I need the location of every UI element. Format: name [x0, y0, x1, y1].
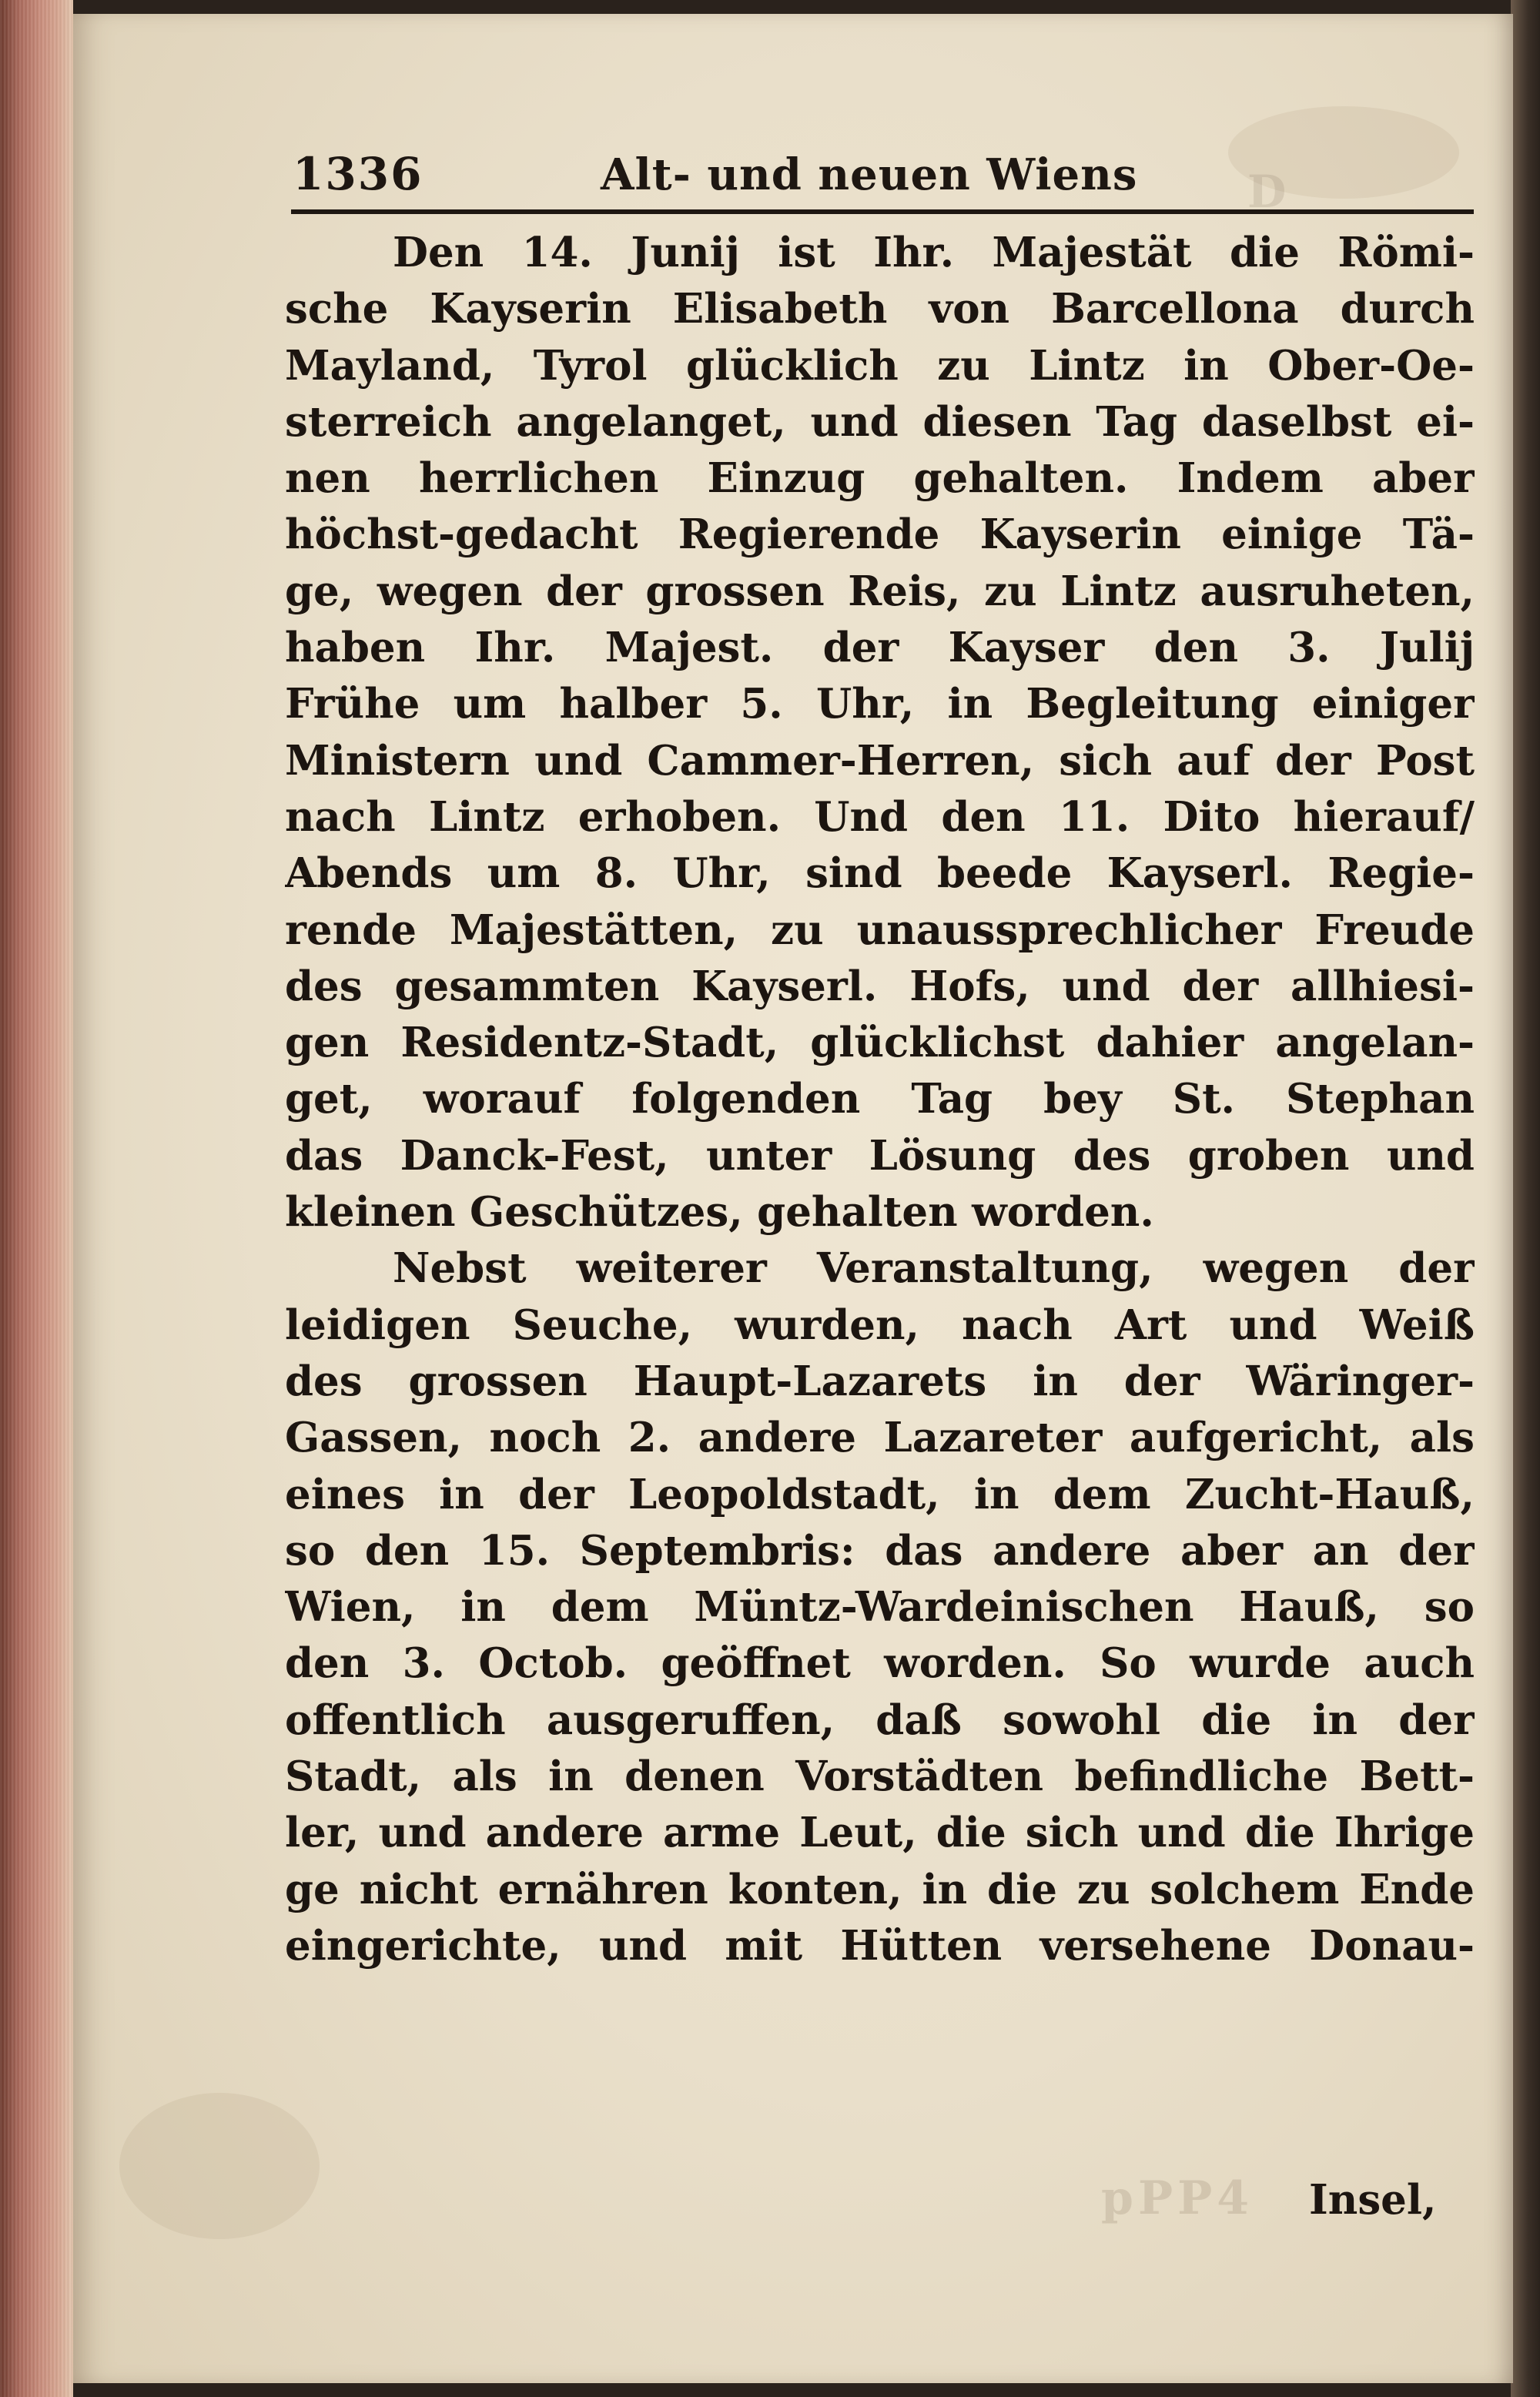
text-line: eingerichte, und mit Hütten versehene Donau- [285, 1921, 1475, 1970]
text-line: ge nicht ernähren konten, in die zu solchem Ende [285, 1865, 1475, 1913]
text-line: Frühe um halber 5. Uhr, in Begleitung einiger [285, 680, 1475, 728]
show-through-text: D [1247, 166, 1287, 218]
binding-shadow [1511, 0, 1540, 2397]
header-rule [291, 209, 1474, 214]
text-line: den 3. Octob. geöffnet worden. So wurde auch [285, 1639, 1475, 1688]
text-line: nach Lintz erhoben. Und den 11. Dito hierauf/ [285, 792, 1475, 841]
page-number: 1336 [293, 148, 424, 200]
text-line: des gesammten Kayserl. Hofs, und der allhiesi- [285, 962, 1475, 1010]
page-block-edge [0, 0, 73, 2397]
text-line: kleinen Geschützes, gehalten worden. [285, 1188, 1154, 1237]
text-line: des grossen Haupt-Lazarets in der Wäringer- [285, 1357, 1475, 1405]
text-line: eines in der Leopoldstadt, in dem Zucht-Hauß, [285, 1470, 1475, 1518]
text-line: haben Ihr. Majest. der Kayser den 3. Julij [285, 624, 1475, 672]
text-line: Ministern und Cammer-Herren, sich auf der Post [285, 736, 1475, 785]
text-line: Den 14. Junij ist Ihr. Majestät die Römi- [393, 229, 1475, 276]
text-line: get, worauf folgenden Tag bey St. Stephan [285, 1075, 1475, 1123]
text-line: Nebst weiterer Veranstaltung, wegen der [393, 1244, 1475, 1293]
text-line: das Danck-Fest, unter Lösung des groben und [285, 1131, 1475, 1180]
text-line: Stadt, als in denen Vorstädten befindliche Bett- [285, 1753, 1475, 1801]
text-line: leidigen Seuche, wurden, nach Art und Weiß [285, 1301, 1475, 1349]
text-line: ler, und andere arme Leut, die sich und die Ihrige [285, 1809, 1475, 1857]
text-line: höchst-gedacht Regierende Kayserin einige Tä- [285, 511, 1475, 559]
text-line: sterreich angelanget, und diesen Tag daselbst ei- [285, 397, 1475, 446]
text-line: nen herrlichen Einzug gehalten. Indem aber [285, 454, 1475, 503]
text-line: ge, wegen der grossen Reis, zu Lintz ausruheten, [285, 567, 1475, 615]
paper-stain [119, 2093, 320, 2239]
text-line: Mayland, Tyrol glücklich zu Lintz in Ober-Oe- [285, 341, 1475, 390]
text-line: sche Kayserin Elisabeth von Barcellona durch [285, 285, 1475, 333]
text-line: offentlich ausgeruffen, daß sowohl die in der [285, 1696, 1475, 1744]
text-line: rende Majestätten, zu unaussprechlicher Freude [285, 906, 1475, 954]
text-line: Wien, in dem Müntz-Wardeinischen Hauß, so [285, 1583, 1475, 1632]
text-line: so den 15. Septembris: das andere aber an der [285, 1526, 1475, 1575]
text-line: gen Residentz-Stadt, glücklichst dahier angelan- [285, 1019, 1475, 1067]
text-line: Gassen, noch 2. andere Lazareter aufgericht, als [285, 1414, 1475, 1462]
catchword: Insel, [1309, 2176, 1437, 2224]
body-text [285, 225, 1475, 1974]
show-through-text: pPP4 [1101, 2171, 1254, 2225]
page-header [293, 148, 1478, 202]
running-head: Alt- und neuen Wiens [601, 149, 1138, 200]
text-line: Abends um 8. Uhr, sind beede Kayserl. Regie- [285, 849, 1475, 898]
